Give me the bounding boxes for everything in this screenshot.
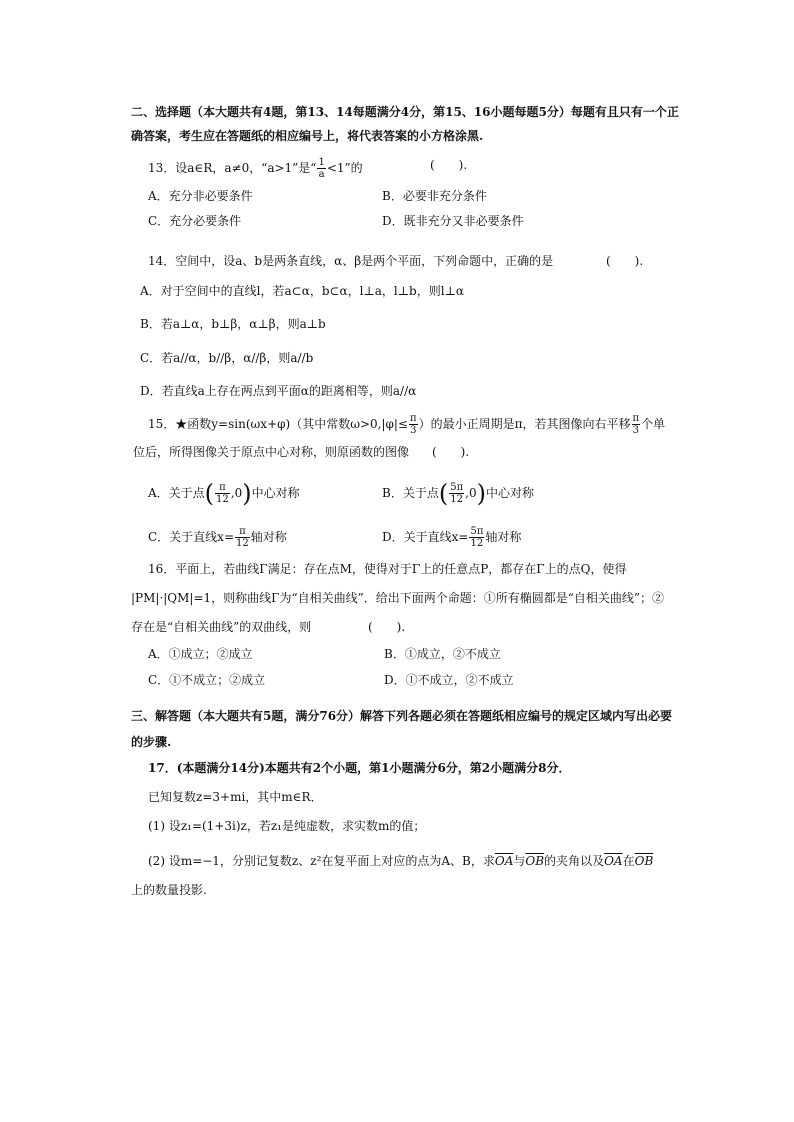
q13-frac-num: 1 xyxy=(318,157,325,168)
q15-option-a-coord: ,0 xyxy=(230,486,243,500)
q15-option-d-fraction xyxy=(469,526,484,549)
q15-option-b-tail: 中心对称 xyxy=(485,486,534,500)
q15-option-d-tail: 轴对称 xyxy=(485,530,522,544)
q15-option-a-rparen: ) xyxy=(242,479,252,508)
section2-header-line1: 二、选择题（本大题共有4题，第13、14每题满分4分，第15、16小题每题5分）每题有且只有一个正 xyxy=(131,105,679,119)
q13-answer-paren: ( ). xyxy=(430,158,468,172)
q16-option-d: D．①不成立，②不成立 xyxy=(384,673,514,687)
q15-option-b-rparen: ) xyxy=(476,479,486,508)
q15-answer-paren: ( ). xyxy=(432,445,470,459)
q14-stem: 14．空间中，设a、b是两条直线，α、β是两个平面，下列命题中，正确的是 xyxy=(148,254,554,268)
q17-part2-line2: 上的数量投影. xyxy=(131,883,207,897)
q14-option-b: B．若a⊥α，b⊥β，α⊥β，则a⊥b xyxy=(140,317,326,331)
q15-stem-a: 15．★函数y=sin(ωx+φ)（其中常数ω>0,|φ|≤ xyxy=(148,417,409,431)
q17-part2 xyxy=(148,853,653,869)
q14-option-d: D．若直线a上存在两点到平面α的距离相等，则a//α xyxy=(140,384,417,398)
q13-number: 13．设 xyxy=(148,161,188,175)
q16-answer-paren: ( ). xyxy=(368,620,406,634)
q15-optD-den: 12 xyxy=(470,538,484,549)
q15-optD-num: 5π xyxy=(470,526,484,537)
q14-option-a: A．对于空间中的直线l，若a⊂α，b⊂α，l⊥a，l⊥b，则l⊥α xyxy=(140,284,464,298)
q15-stem-line2: 位后，所得图像关于原点中心对称，则原函数的图像 xyxy=(133,445,410,459)
q15-option-b-label: B．关于点 xyxy=(382,486,439,500)
q15-option-a-label: A．关于点 xyxy=(148,486,205,500)
q17-part2-b: 与 xyxy=(513,854,526,868)
q15-option-d xyxy=(382,526,521,549)
q13-stem xyxy=(148,157,363,180)
q15-option-c-fraction xyxy=(235,526,250,549)
q17-part2-d: 在 xyxy=(622,854,635,868)
q15-option-a-lparen: ( xyxy=(204,479,215,508)
section3-header-line1: 三、解答题（本大题共有5题，满分76分）解答下列各题必须在答题纸相应编号的规定区域内写出必要 xyxy=(131,709,673,723)
q15-stem-c: 个单 xyxy=(641,417,666,431)
q15-optC-num: π xyxy=(235,526,250,538)
section2-header-line2: 确答案，考生应在答题纸的相应编号上，将代表答案的小方格涂黑. xyxy=(131,129,484,143)
q16-option-b: B．①成立，②不成立 xyxy=(384,647,501,661)
section3-header-line2: 的步骤. xyxy=(131,735,172,749)
q17-part1: (1) 设z₁=(1+3i)z，若z₁是纯虚数，求实数m的值； xyxy=(148,819,426,833)
q17-part2-c: 的夹角以及 xyxy=(544,854,605,868)
vector-ob-2: $\overline{OB}$ xyxy=(634,854,654,868)
q16-line3: 存在是“自相关曲线”的双曲线，则 xyxy=(131,620,312,634)
q15-fraction-2 xyxy=(632,413,641,436)
q15-optB-den: 12 xyxy=(450,494,464,505)
q15-option-b-fraction xyxy=(449,482,464,505)
q13-option-c: C．充分必要条件 xyxy=(148,214,242,228)
q15-option-b-lparen: ( xyxy=(438,479,449,508)
q17-given: 已知复数z=3+mi，其中m∈R． xyxy=(148,790,323,804)
q14-option-c: C．若a//α，b//β，α//β，则a//b xyxy=(140,351,314,365)
q17-title: 17．(本题满分14分)本题共有2个小题，第1小题满分6分，第2小题满分8分． xyxy=(148,761,571,775)
q14-answer-paren: ( ). xyxy=(606,254,644,268)
q13-option-b: B．必要非充分条件 xyxy=(382,189,487,203)
q15-optC-den: 12 xyxy=(236,538,249,549)
q15-option-a-tail: 中心对称 xyxy=(251,486,300,500)
vector-oa: $\overline{OA}$ xyxy=(494,854,514,868)
q13-option-d: D．既非充分又非必要条件 xyxy=(382,214,524,228)
q16-option-a: A．①成立；②成立 xyxy=(148,647,253,661)
q15-optA-num: π xyxy=(215,482,230,494)
q13-condition: a∈R，a≠0，“a>1”是“ xyxy=(187,161,317,175)
q16-option-c: C．①不成立；②成立 xyxy=(148,673,266,687)
vector-oa-2: $\overline{OA}$ xyxy=(604,854,623,868)
q15-option-b-coord: ,0 xyxy=(465,486,477,500)
q15-option-a-fraction xyxy=(215,482,230,505)
q15-option-b xyxy=(382,479,534,508)
vector-ob: $\overline{OB}$ xyxy=(525,854,545,868)
q16-line1: 16．平面上，若曲线Γ满足：存在点M，使得对于Γ上的任意点P，都存在Γ上的点Q，使得 xyxy=(148,562,627,576)
q13-option-a: A．充分非必要条件 xyxy=(148,189,253,203)
q17-part2-a: (2) 设m=−1，分别记复数z、z²在复平面上对应的点为A、B，求 xyxy=(148,854,495,868)
q15-optB-num: 5π xyxy=(450,482,464,493)
q15-optA-den: 12 xyxy=(216,494,229,505)
q15-stem-b: ）的最小正周期是π，若其图像向右平移 xyxy=(418,417,631,431)
q15-fraction-1 xyxy=(409,413,418,436)
q15-option-c xyxy=(148,526,287,549)
q16-line2: |PM|·|QM|=1，则称曲线Γ为“自相关曲线”．给出下面两个命题：①所有椭圆都是“自相关曲线”；② xyxy=(131,591,665,605)
q13-fraction xyxy=(317,157,325,180)
q15-frac2-den: 3 xyxy=(632,425,639,436)
q15-option-a xyxy=(148,479,300,508)
q15-stem xyxy=(148,413,665,436)
q13-frac-den: a xyxy=(318,169,325,180)
q15-frac1-num: π xyxy=(410,413,417,424)
q15-option-c-tail: 轴对称 xyxy=(250,530,287,544)
q15-frac2-num: π xyxy=(632,413,640,424)
q15-option-c-label: C．关于直线x= xyxy=(148,530,235,544)
q15-option-d-label: D．关于直线x= xyxy=(382,530,469,544)
q13-condition-end: <1”的 xyxy=(326,161,363,175)
q15-frac1-den: 3 xyxy=(410,425,417,436)
